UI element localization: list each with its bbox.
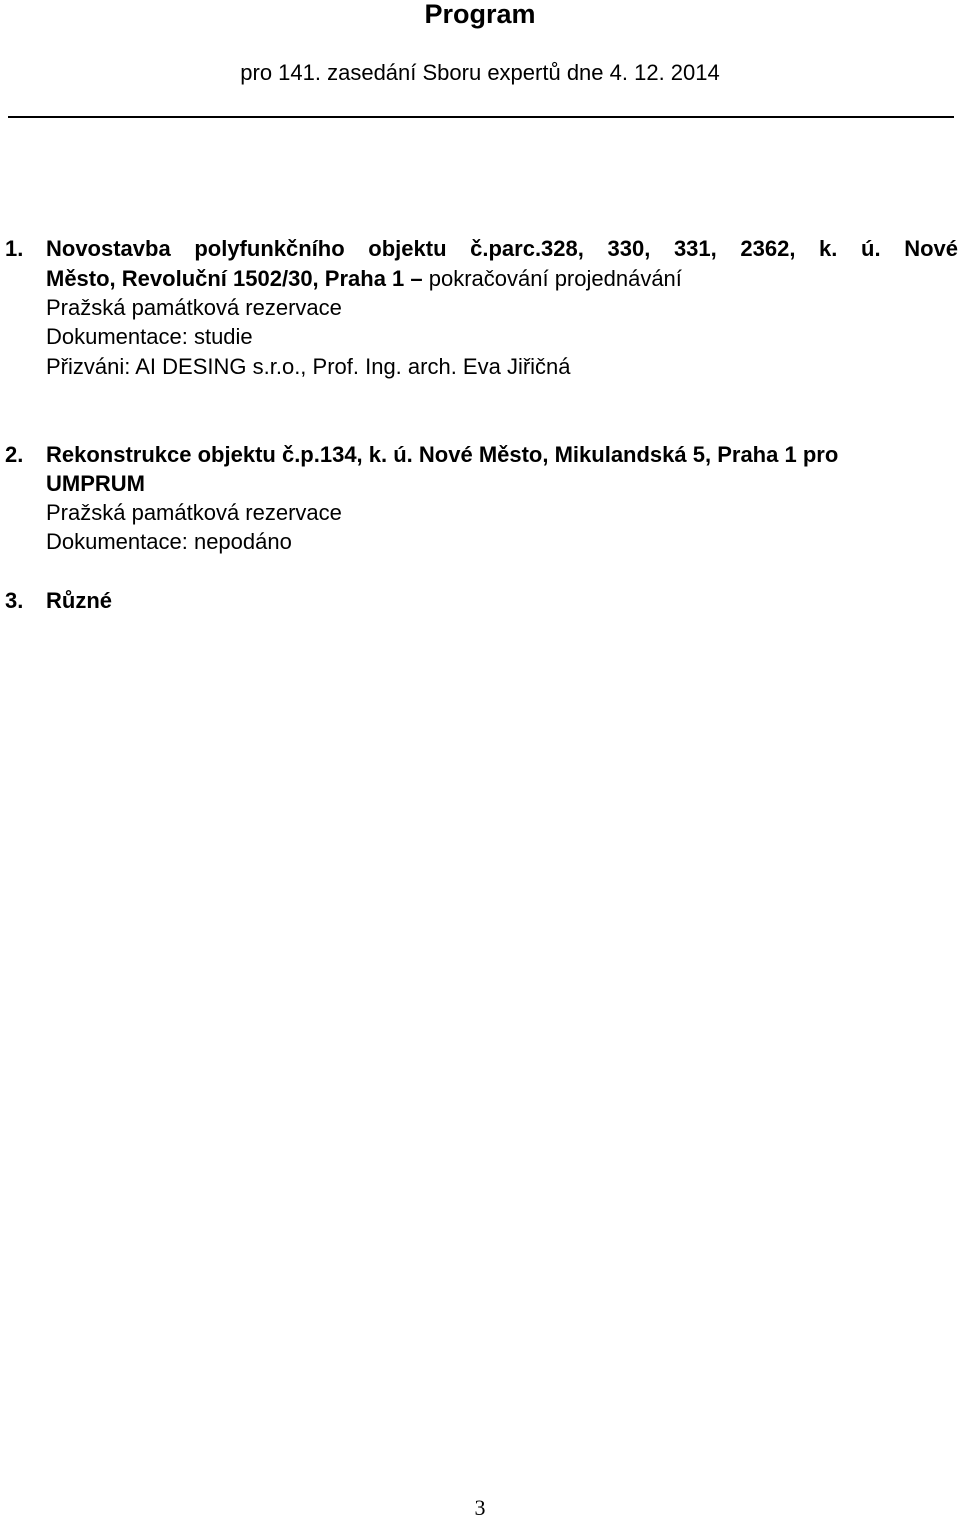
- agenda-item-2-number: 2.: [5, 442, 24, 467]
- agenda-item-1-heading-normal: pokračování projednávání: [422, 266, 682, 291]
- agenda-item-1-heading-bold: Město, Revoluční 1502/30, Praha 1 –: [46, 266, 423, 291]
- agenda-item-1-detail-invited: Přizváni: AI DESING s.r.o., Prof. Ing. arch. Eva Jiřičná: [46, 354, 571, 379]
- agenda-item-1-detail-zone: Pražská památková rezervace: [46, 295, 342, 320]
- agenda-item-2-detail-zone: Pražská památková rezervace: [46, 500, 342, 525]
- agenda-item-2-heading-line2: UMPRUM: [46, 471, 145, 496]
- agenda-item-1-detail-documentation: Dokumentace: studie: [46, 324, 253, 349]
- agenda-item-1-heading-line2: [46, 264, 682, 293]
- agenda-item-3-number: 3.: [5, 588, 24, 613]
- agenda-item-1-number: 1.: [5, 236, 24, 261]
- header-divider: [8, 116, 954, 118]
- page-subtitle: pro 141. zasedání Sboru expertů dne 4. 12. 2014: [240, 60, 720, 85]
- agenda-item-2-detail-documentation: Dokumentace: nepodáno: [46, 529, 292, 554]
- agenda-item-1-heading-line1: Novostavba polyfunkčního objektu č.parc.328, 330, 331, 2362, k. ú. Nové: [46, 236, 958, 261]
- page-title: Program: [424, 0, 536, 29]
- agenda-item-3-heading: Různé: [46, 588, 112, 613]
- agenda-item-2-heading-line1: Rekonstrukce objektu č.p.134, k. ú. Nové Město, Mikulandská 5, Praha 1 pro: [46, 442, 839, 467]
- page-number: 3: [474, 1495, 486, 1520]
